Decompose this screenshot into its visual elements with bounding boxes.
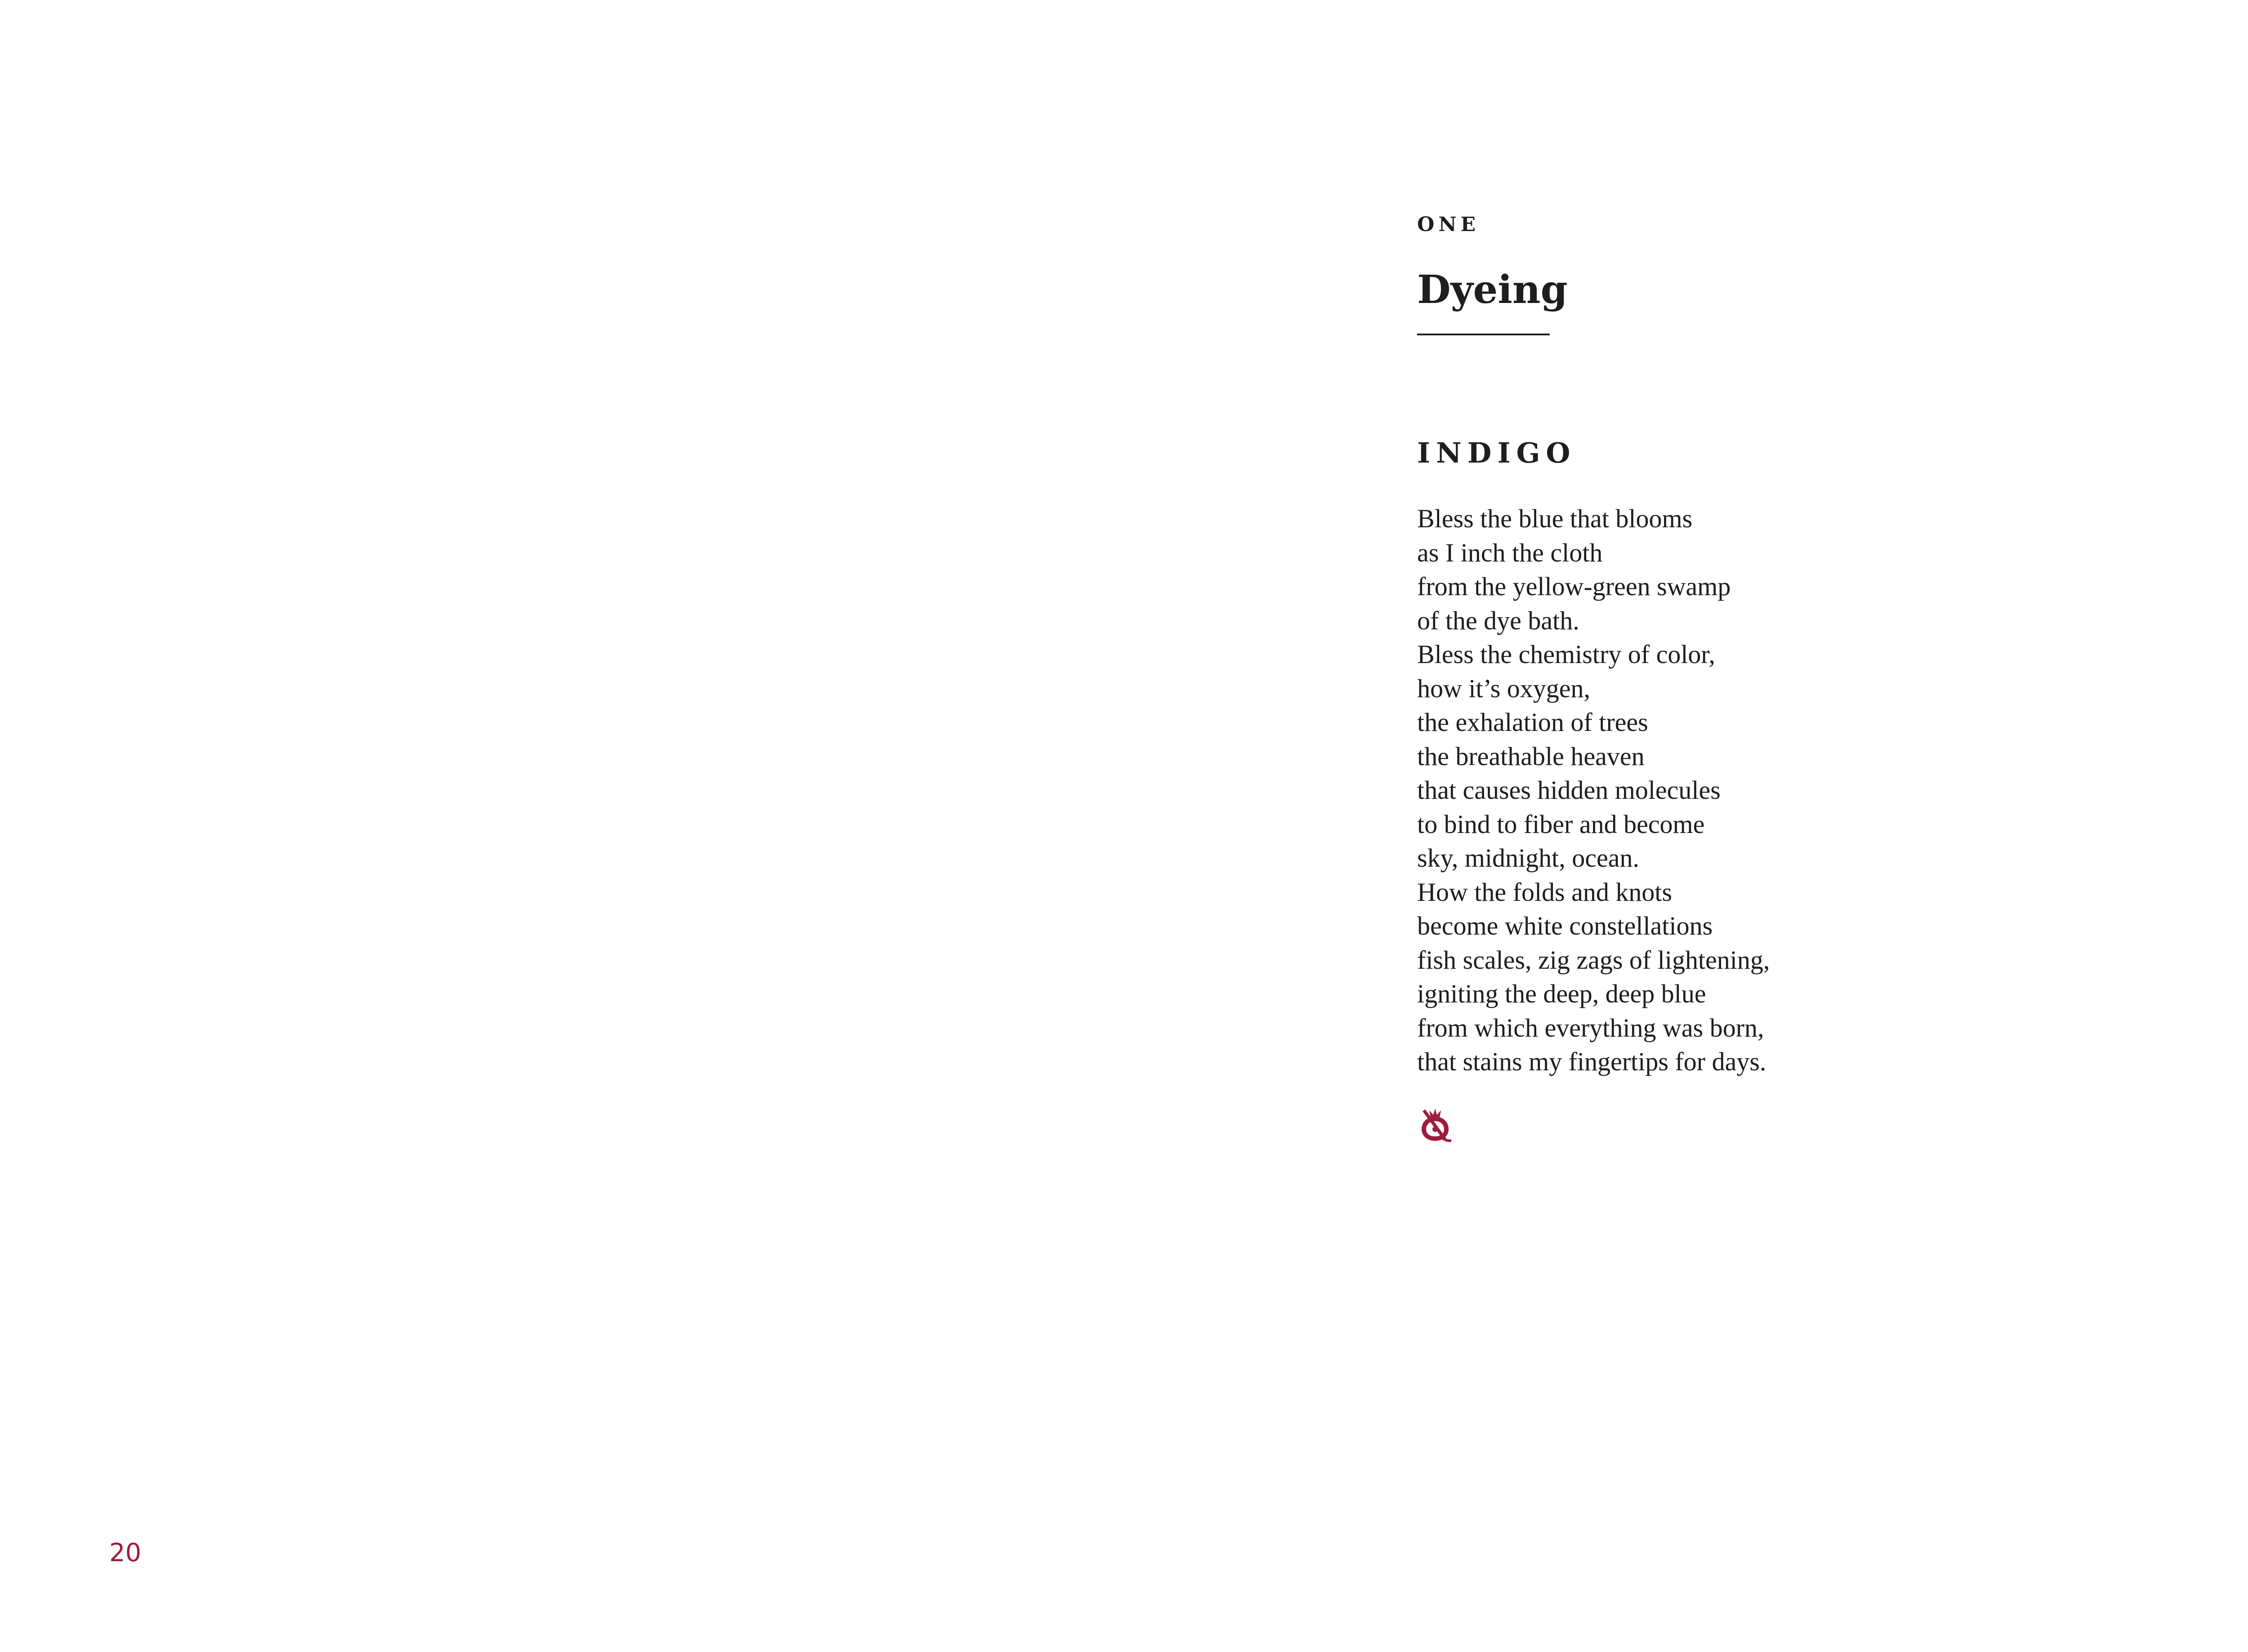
poem-line: fish scales, zig zags of lightening, <box>1417 945 1770 975</box>
poem-line: that causes hidden molecules <box>1417 775 1721 805</box>
poem-line: how it’s oxygen, <box>1417 673 1591 703</box>
poem-line: from the yellow-green swamp <box>1417 572 1731 601</box>
chapter-label: ONE <box>1417 213 1480 236</box>
poem-line: Bless the blue that blooms <box>1417 504 1693 533</box>
poem-line: Bless the chemistry of color, <box>1417 640 1715 669</box>
chapter-title: Dyeing <box>1417 267 1568 312</box>
poem-line: the breathable heaven <box>1417 741 1645 771</box>
poem-line: from which everything was born, <box>1417 1013 1764 1042</box>
pomegranate-ornament-icon <box>1417 1107 1453 1143</box>
title-rule <box>1417 334 1550 335</box>
poem-line: of the dye bath. <box>1417 606 1579 635</box>
poem-line: igniting the deep, deep blue <box>1417 979 1706 1008</box>
poem-line: become white constellations <box>1417 911 1713 940</box>
poem-line: to bind to fiber and become <box>1417 809 1705 839</box>
page-number-left: 20 <box>109 1538 142 1567</box>
poem-line: the exhalation of trees <box>1417 708 1648 737</box>
chapter-opening <box>1417 211 2047 1143</box>
poem-body <box>1417 502 2047 1079</box>
poem-line: sky, midnight, ocean. <box>1417 843 1639 873</box>
poem-line: as I inch the cloth <box>1417 538 1603 567</box>
poem-line: How the folds and knots <box>1417 877 1673 907</box>
poem-line: that stains my fingertips for days. <box>1417 1047 1766 1076</box>
poem-title: INDIGO <box>1417 436 1576 469</box>
